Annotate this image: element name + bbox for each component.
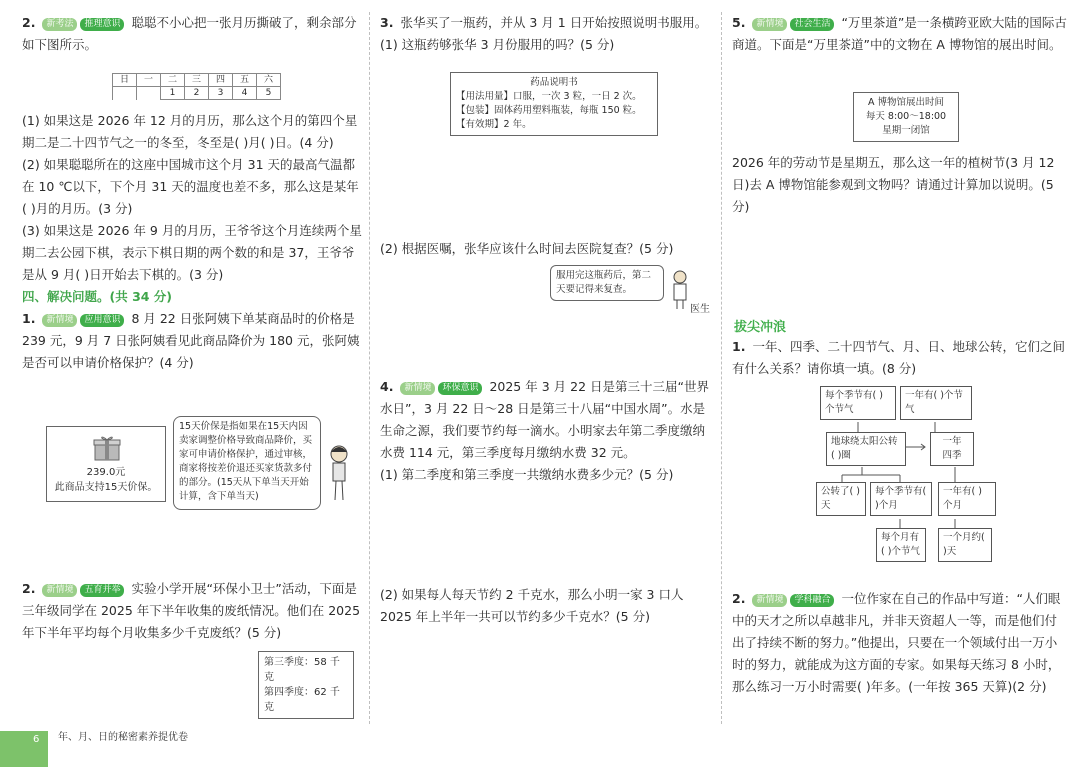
badge: 新情境 bbox=[42, 584, 77, 597]
badge: 新情境 bbox=[42, 314, 77, 327]
product-note: 此商品支持15天价保。 bbox=[54, 482, 158, 493]
doctor-speech-bubble: 服用完这瓶药后，第二天要记得来复查。 bbox=[550, 265, 664, 301]
section-heading: 四、解决问题。(共 34 分) bbox=[22, 289, 173, 304]
flow-box-month-days: 一个月约( )天 bbox=[938, 528, 992, 562]
calendar-fragment: 日 一 二 三 四 五 六 1 2 3 4 5 bbox=[112, 73, 281, 100]
challenge-question-2: 2. 新情境 学科融合 一位作家在自己的作品中写道：“人们眼中的天才之所以卓越非凡，并非天资超人一等，而是他们付出了持续不断的努力。”他提出，只要在一个领域付出一万小时的努力，就能成为这方面的专家。如果每天练习 8 小时，那么练习一万小时需要( )年多。(一年按 365 天算)(2 分) bbox=[732, 591, 1061, 694]
badge: 应用意识 bbox=[80, 314, 124, 327]
flow-box-season-terms: 每个季节有( )个节气 bbox=[820, 386, 896, 420]
question-3: 3. 张华买了一瓶药，并从 3 月 1 日开始按照说明书服用。 bbox=[380, 15, 708, 30]
question-4-2: 2. 新情境 五育并举 实验小学开展“环保小卫士”活动，下面是三年级同学在 2025 年下半年收集的废纸情况。他们在 2025 年下半年平均每个月收集多少千克废纸？(5 分) bbox=[22, 581, 361, 640]
question-5-part-2: 2026 年的劳动节是星期五，那么这一年的植树节(3 月 12 日)去 A 博物馆能参观到文物吗？请通过计算加以说明。(5 分) bbox=[732, 155, 1055, 214]
question-2-part-3: (3) 如果这是 2026 年 9 月的月历，王爷爷这个月连续两个星期二去公园下棋，表示下棋日期的两个数的和是 37，王爷爷是从 9 月( )日开始去下棋的。(3 分) bbox=[22, 223, 362, 282]
flow-box-year-terms: 一年有( )个节气 bbox=[900, 386, 972, 420]
flow-box-orbit-days: 公转了( )天 bbox=[816, 482, 866, 516]
badge: 新情境 bbox=[752, 594, 787, 607]
doctor-label: 医生 bbox=[690, 304, 710, 315]
badge: 环保意识 bbox=[438, 382, 482, 395]
question-4-part-2: (2) 如果每人每天节约 2 千克水，那么小明一家 3 口人 2025 年上半年一共可以节约多少千克水？(5 分) bbox=[380, 587, 684, 624]
question-4-1: 1. 新情境 应用意识 8 月 22 日张阿姨下单某商品时的价格是 239 元，9 月 7 日张阿姨看见此商品降价为 180 元，张阿姨是否可以申请价格保护？(4 分) bbox=[22, 311, 360, 370]
page-number: 6 bbox=[33, 734, 40, 745]
badge: 推理意识 bbox=[80, 18, 124, 31]
question-4-water: 4. 新情境 环保意识 2025 年 3 月 22 日是第三十三届“世界水日”，3 月 22 日～28 日是第三十八届“中国水周”。水是生命之源，我们要节约每一滴水。小明家去年第二季度缴纳水费 114 元，第三季度每月缴纳水费 32 元。 (1) 第二季度和第三季度一共缴纳水费多少元？(5 分) bbox=[380, 376, 710, 486]
question-2-part-2: (2) 如果聪聪所在的这座中国城市这个月 31 天的最高气温都在 10 ℃以下，下个月 31 天的温度也差不多，那么这是某年( )月的月历。(3 分) bbox=[22, 157, 359, 216]
product-price: 239.0元 bbox=[86, 467, 126, 478]
flow-box-month-terms: 每个月有( )个节气 bbox=[876, 528, 926, 562]
footer-title: 年、月、日的秘密素养提优卷 bbox=[58, 732, 188, 743]
question-3-part-2: (2) 根据医嘱，张华应该什么时间去医院复查？(5 分) bbox=[380, 241, 674, 256]
challenge-question-1: 1. 一年、四季、二十四节气、月、日、地球公转，它们之间有什么关系？请你填一填。(8 分) bbox=[732, 339, 1065, 376]
question-3-part-1: (1) 这瓶药够张华 3 月份服用的吗？(5 分) bbox=[380, 37, 615, 52]
badge: 新考法 bbox=[42, 18, 77, 31]
flow-box-year-months: 一年有( )个月 bbox=[938, 482, 996, 516]
page-number-tab bbox=[0, 731, 48, 767]
question-4-part-1: (1) 第二季度和第三季度一共缴纳水费多少元？(5 分) bbox=[380, 467, 674, 482]
flow-box-season-months: 每个季节有( )个月 bbox=[870, 482, 932, 516]
badge: 社会生活 bbox=[790, 18, 834, 31]
section-title: 拔尖冲浪 bbox=[734, 320, 787, 335]
price-protect-bubble: 15天价保是指如果在15天内因卖家调整价格导致商品降价，买家可申请价格保护，通过审核，商家将按差价退还买家货款多付的部分。(15天从下单当天开始计算，含下单当天) bbox=[173, 416, 321, 510]
badge: 五育并举 bbox=[80, 584, 124, 597]
question-2: 2. 新考法 推理意识 聪聪不小心把一张月历撕破了，剩余部分如下图所示。 bbox=[22, 15, 357, 52]
badge: 新情境 bbox=[752, 18, 787, 31]
badge: 学科融合 bbox=[790, 594, 834, 607]
badge: 新情境 bbox=[400, 382, 435, 395]
medicine-label: 药品说明书 【用法用量】口服，一次 3 粒，一日 2 次。 【包装】固体药用塑料瓶装，每瓶 150 粒。 【有效期】2 年。 bbox=[450, 72, 658, 136]
paper-collection-box: 第三季度：58 千克 第四季度：62 千克 bbox=[258, 651, 354, 719]
museum-hours-box: A 博物馆展出时间 每天 8:00～18:00 星期一闭馆 bbox=[853, 92, 959, 142]
question-2-part-1: (1) 如果这是 2026 年 12 月的月历，那么这个月的第四个星期二是二十四节气之一的冬至，冬至是( )月( )日。(4 分) bbox=[22, 113, 358, 150]
question-5: 5. 新情境 社会生活 “万里茶道”是一条横跨亚欧大陆的国际古商道。下面是“万里茶道”中的文物在 A 博物馆的展出时间。 bbox=[732, 15, 1067, 52]
flow-box-year-seasons: 一年 四季 bbox=[930, 432, 974, 466]
flow-box-orbit: 地球绕太阳公转( )圈 bbox=[826, 432, 906, 466]
